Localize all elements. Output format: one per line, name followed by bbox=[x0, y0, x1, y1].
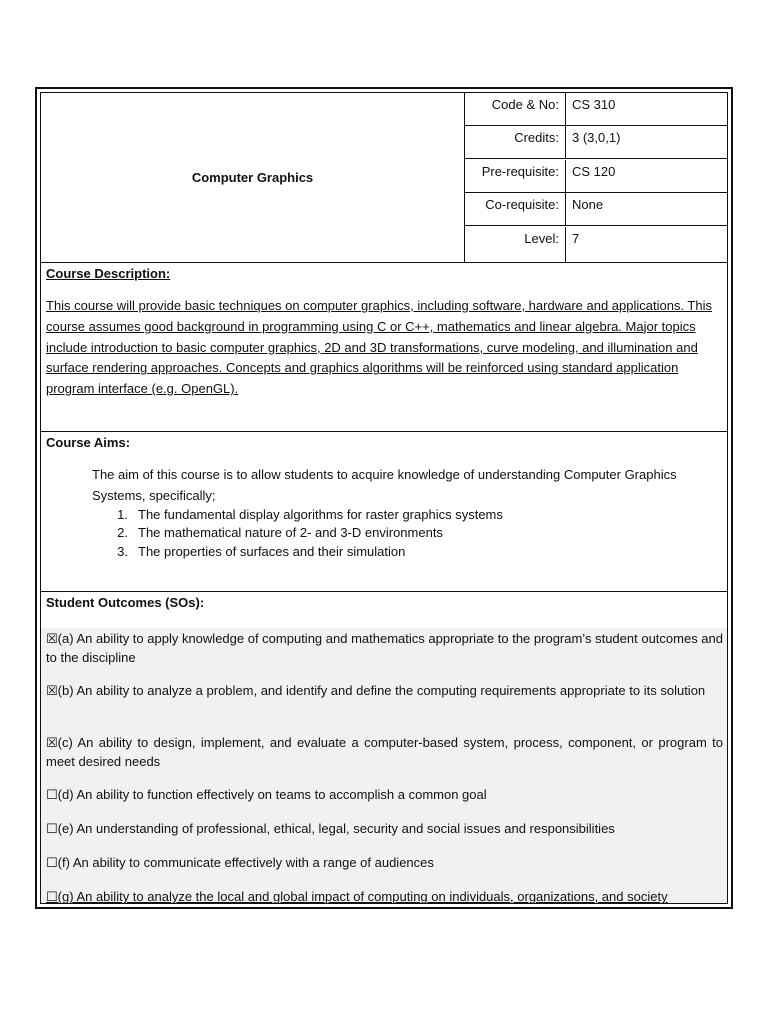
list-text: The mathematical nature of 2- and 3-D environments bbox=[138, 525, 443, 541]
list-text: The properties of surfaces and their simulation bbox=[138, 543, 406, 559]
meta-row-credits bbox=[465, 126, 727, 159]
list-item bbox=[92, 506, 503, 524]
list-number: 1. bbox=[117, 507, 128, 522]
checked-box-icon[interactable]: ☒ bbox=[46, 632, 58, 647]
course-table bbox=[40, 92, 728, 904]
outcome-text: (e) An understanding of professional, ethical, legal, security and social issues and responsibilities bbox=[57, 821, 615, 836]
meta-value: 3 (3,0,1) bbox=[572, 130, 621, 145]
course-title: Computer Graphics bbox=[191, 170, 314, 185]
list-item bbox=[92, 543, 503, 561]
meta-label: Pre-requisite: bbox=[465, 160, 566, 192]
outcome-b bbox=[46, 682, 723, 701]
outcome-text: (d) An ability to function effectively on teams to accomplish a common goal bbox=[57, 787, 487, 802]
unchecked-box-icon[interactable]: ☐ bbox=[46, 822, 58, 837]
meta-value: CS 120 bbox=[572, 164, 616, 179]
meta-value: CS 310 bbox=[572, 97, 616, 112]
outcome-a bbox=[46, 630, 723, 667]
outcome-text: (f) An ability to communicate effectively with a range of audiences bbox=[57, 855, 434, 870]
outcome-g bbox=[46, 888, 723, 907]
outcome-text: (a) An ability to apply knowledge of computing and mathematics appropriate to the program’s student outcomes and to the discipline bbox=[46, 631, 723, 665]
list-number: 2. bbox=[117, 525, 128, 541]
meta-row-corequisite bbox=[465, 193, 727, 226]
meta-label: Code & No: bbox=[465, 93, 566, 125]
meta-label: Level: bbox=[465, 227, 566, 262]
outcome-text: (g) An ability to analyze the local and global impact of computing on individuals, organizations, and society bbox=[57, 889, 668, 904]
course-aims-intro: The aim of this course is to allow students to acquire knowledge of understanding Computer Graphics Systems, specifically; bbox=[92, 467, 677, 503]
document-frame bbox=[35, 87, 733, 909]
outcome-text: (b) An ability to analyze a problem, and identify and define the computing requirements appropriate to its solution bbox=[57, 683, 706, 698]
checked-box-icon[interactable]: ☒ bbox=[46, 736, 58, 751]
meta-row-code bbox=[465, 93, 727, 126]
course-meta bbox=[464, 93, 727, 262]
course-description-title: Course Description: bbox=[46, 266, 171, 281]
list-item bbox=[92, 524, 503, 542]
course-description-text: This course will provide basic techniques on computer graphics, including software, hardware and applications. This course assumes good background in programming using C or C++, mathematics and linear algebra. Major topics include introduction to basic computer graphics, 2D and 3D transformations, curve modeling, and illumination and surface rendering approaches. Concepts and graphics algorithms will be reinforced using standard application program interface (e.g. OpenGL). bbox=[46, 298, 712, 397]
outcome-d bbox=[46, 786, 723, 805]
outcome-f bbox=[46, 854, 723, 873]
course-description-section bbox=[41, 262, 727, 432]
list-text: The fundamental display algorithms for raster graphics systems bbox=[138, 507, 503, 522]
meta-value: 7 bbox=[572, 231, 580, 246]
checked-box-icon[interactable]: ☒ bbox=[46, 684, 58, 699]
course-aims-list bbox=[92, 506, 503, 561]
unchecked-box-icon[interactable]: ☐ bbox=[46, 788, 58, 803]
meta-value: None bbox=[572, 197, 604, 212]
meta-row-level bbox=[465, 227, 727, 262]
meta-label: Credits: bbox=[465, 126, 566, 158]
outcome-c bbox=[46, 734, 723, 771]
outcome-e bbox=[46, 820, 723, 839]
outcome-text: (c) An ability to design, implement, and evaluate a computer-based system, process, component, or program to meet desired needs bbox=[46, 735, 723, 769]
unchecked-box-icon[interactable]: ☐ bbox=[46, 890, 58, 905]
unchecked-box-icon[interactable]: ☐ bbox=[46, 856, 58, 871]
list-number: 3. bbox=[117, 543, 128, 559]
course-aims-title: Course Aims: bbox=[46, 435, 131, 450]
course-aims-section bbox=[41, 432, 727, 592]
meta-row-prerequisite bbox=[465, 160, 727, 193]
course-header bbox=[41, 93, 727, 263]
student-outcomes-section bbox=[41, 592, 727, 903]
student-outcomes-title: Student Outcomes (SOs): bbox=[46, 595, 205, 610]
meta-label: Co-requisite: bbox=[465, 193, 566, 225]
